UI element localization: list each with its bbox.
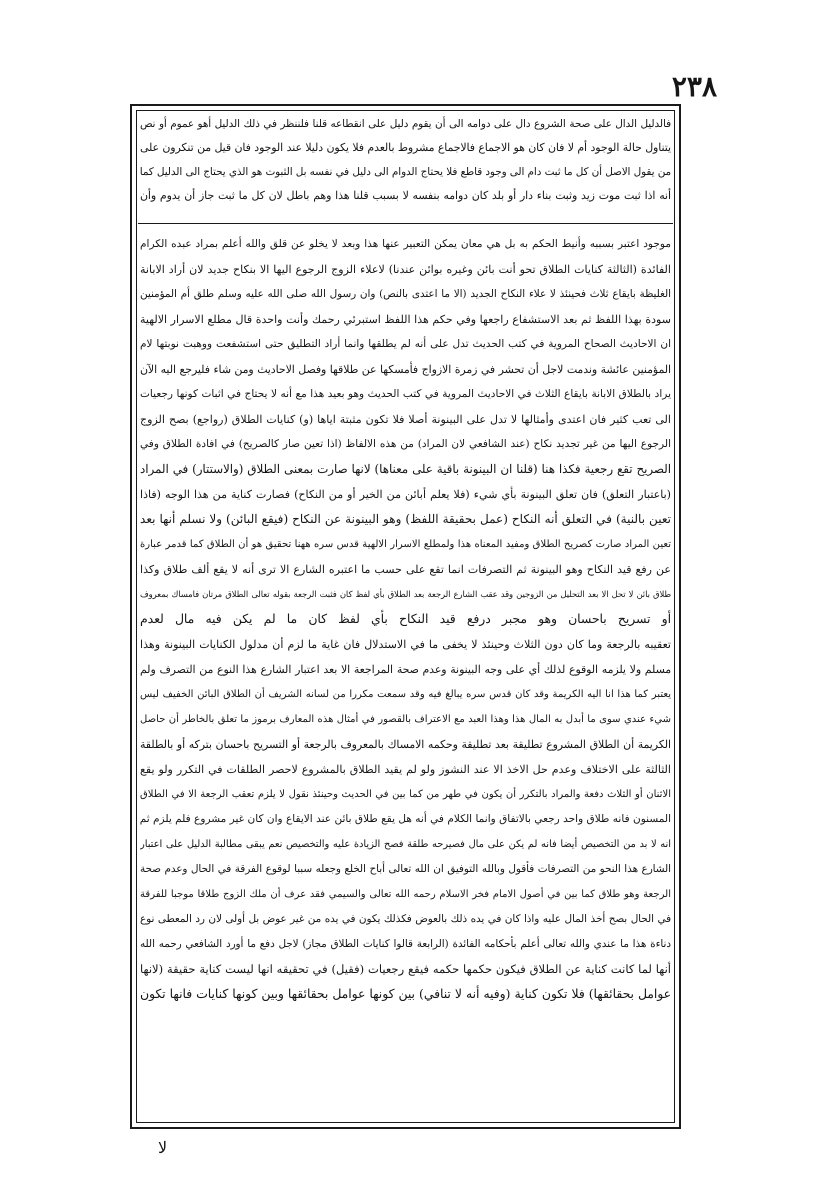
text-line: الفائدة (الثالثة كنايات الطلاق تحو أنت بائن وغيره بوائن عندنا) لاعلاء الزوج الرجوع اليها الا بنكاح جديد لان أراد الابانة — [140, 263, 671, 276]
text-line: مسلم ولا يلزمه الوقوع لذلك أي على وجه البينونة وعدم صحة المراجعة الا بعد اعتبار الشارع هذا النوع من التصرف ولم — [140, 663, 671, 676]
text-line: المؤمنين عائشة وندمت لاجل أن تحشر في زمرة الازواج فأمسكها عن طلاقها وفصل الاحاديث ومن شاء فليرجع اليه الآن — [140, 363, 671, 376]
text-line: في الحال بصح أخذ المال عليه واذا كان في يده ذلك بالعوض فكذلك يكون في يده من غير عوض بل أولى لان رد المعطى نوع — [140, 913, 671, 925]
text-line: الكريمة أن الطلاق المشروع تطليقة بعد تطليقة وحكمه الامساك بالمعروف بالرجعة أو التسريح باحسان بتركه أو بالطلقة — [140, 738, 671, 751]
text-line: أنه اذا ثبت موت زيد وثبت بناء دار أو بلد كان دوامه بنفسه لا بسبب قلنا هذا وهم باطل لان كل ما ثبت جاز أن يدوم وأن — [140, 189, 671, 202]
upper-text-block — [140, 112, 671, 224]
text-line: طلاق بائن لا تحل الا بعد التحليل من الزوجين وقد عقب الشارع الرجعة بعد الطلاق بأي لفظ كان فثبت الرجعة بقوله تعالى الطلاق مرتان فامساك بمعروف — [140, 589, 671, 599]
text-line: الشارع هذا النحو من التصرفات فأقول وبالله التوفيق ان الله تعالى أباح الخلع وجعله سببا لوقوع الفرقة في الحال وعدم صحة — [140, 863, 671, 875]
text-line: سودة بهذا اللفظ ثم بعد الاستشفاع راجعها وفي حكم هذا اللفظ استبرئي رحمك وأنت واحدة قال مطلع الاسرار الالهية — [140, 313, 671, 326]
text-line: تعين بالنية) في التعلق أنه النكاح (عمل بحقيقة اللفظ) وهو البينونة عن النكاح (فيقع البائن) ولا نسلم أنها بعد — [140, 512, 671, 526]
page-frame — [130, 104, 681, 1129]
text-line: الثالثة على الاختلاف وعدم حل الاخذ الا عند النشوز ولو لم يقيد الطلاق بالمشروع لاحصر الطلقات في التكرر ولو يقع — [140, 763, 671, 776]
text-line: الى تعب كثير فان اعتدى وأمثالها لا تدل على البينونة أصلا فلا تكون مثبتة اياها (و) كنايات الطلاق (رواجع) بصح الزوج — [140, 413, 671, 426]
page-number: ٢٣٨ — [671, 70, 717, 103]
text-line: ان الاحاديث الصحاح المروية في كتب الحديث تدل على أنه لم يطلقها وانما أراد التطليق حتى استشفعت ووهبت نوبتها لام — [140, 338, 671, 350]
text-line: موجود اعتبر بسببه وأنيط الحكم به بل هي معان يمكن التعبير عنها هذا وبعد لا يخلو عن قلق والله أعلم بمراد عبده الكرام — [140, 238, 671, 250]
text-line: يتناول حالة الوجود أم لا فان كان هو الاجماع فالاجماع مشروط بالعدم فلا يكون دليلا عند الوجود فان قيل من تنكرون على — [140, 141, 671, 154]
text-line: الرجعة وهو طلاق كما بين في أصول الامام فخر الاسلام رحمه الله تعالى والسيمي فقد عرف أن ملك الزوج طلاقا موجبا للفرقة — [140, 889, 671, 900]
text-line: المسنون فانه طلاق واحد رجعي بالاتفاق وانما الكلام في أنه هل يقع طلاق بائن عند الايقاع وان كان غير مشروع فلم يلزم ثم — [140, 813, 671, 825]
catchword: لا — [158, 1138, 168, 1157]
text-line: أو تسريح باحسان وهو مجبر درفع قيد النكاح بأي لفظ كان ما لم يكن فيه مال لعدم — [140, 612, 671, 626]
text-line: تعقيبه بالرجعة وما كان دون الثلاث وحينئذ لا يخفى ما في الاستدلال فان غاية ما لزم أن مدلول الكنايات البينونة وهذا — [140, 638, 671, 651]
text-line: الصريح تقع رجعية فكذا هنا (قلنا ان البينونة باقية على معناها) لانها صارت بمعنى الطلاق (والاستتار) في المراد — [140, 462, 671, 476]
text-line: الاثنان أو الثلاث دفعة والمراد بالتكرر أن يكون في طهر من كما بين في الحديث وحينئذ نقول لا يلزم تعقب الرجعة الا في الطلاق — [140, 789, 671, 800]
text-line: شيء عندي سوى ما أبدل به المال هذا وهذا العبد مع الاعتراف بالقصور في أمثال هذه المعارف برموز ما تعلق بالخاطر أن حاصل — [140, 714, 671, 725]
section-divider — [138, 223, 673, 224]
text-line: الغليظة بايقاع ثلاث فحينئذ لا علاء النكاح الجديد (الا ما اعتدى بالنص) وان رسول الله صلى الله عليه وسلم طلق أم المؤمنين — [140, 288, 671, 300]
text-line: عن رفع قيد النكاح وهو البينونة ثم التصرفات انما تقع على حسب ما اعتبره الشارع الا ترى أنه لا يقع ألف طلاق وكذا — [140, 563, 671, 576]
text-line: أنها لما كانت كناية عن الطلاق فيكون حكمها حكمه فيقع رجعيات (فقيل) في تحقيقه انها ليست كناية حقيقة (لانها — [140, 962, 671, 976]
text-line: الرجوع اليها من غير تجديد نكاح (عند الشافعي لان المراد) من هذه الالفاظ (اذا تعين صار كالصريح) في افادة الطلاق وفي — [140, 438, 671, 450]
text-line: دناءة هذا ما عندي والله تعالى أعلم بأحكامه الفائدة (الرابعة قالوا كنايات الطلاق مجاز) لاجل دفع ما أورد الشافعي رحمه الله — [140, 938, 671, 950]
commentary-text-block — [140, 232, 671, 1115]
text-line: انه لا بد من التخصيص أيضا فانه لم يكن على مال فصيرحه طلقة فصح الزيادة عليه والتخصيص نعم يبقى مطالبة الدليل على اعتبار — [140, 839, 671, 850]
text-line: (باعتبار التعلق) فان تعلق البينونة بأي شيء (فلا يعلم أبائن من الخير أو من النكاح) فصارت كناية من هذا الوجه (فاذا — [140, 488, 671, 501]
text-line: يعتبر كما هذا انا اليه الكريمة وقد كان قدس سره يبالغ فيه وقد سمعت مكررا من لسانه الشريف أن الطلاق البائن الخفيف ليس — [140, 689, 671, 700]
text-line: تعين المراد صارت كصريح الطلاق ومفيد المعناه هذا ولمطلع الاسرار الالهية قدس سره ههنا تحقيق هو أن الطلاق كما قدمر عبارة — [140, 539, 671, 550]
text-line: يراد بالطلاق الابانة بايقاع الثلاث في الاحاديث المروية في كتب الحديث وهو بعيد هذا مع أنه لا يحتاج في اثبات كونها رجعيات — [140, 388, 671, 400]
text-line: عوامل بحقائقها) فلا تكون كناية (وفيه أنه لا تنافي) بين كونها عوامل بحقائقها وبين كونها كنايات فانها تكون — [140, 987, 671, 1001]
text-line: من يقول الاصل أن كل ما ثبت دام الى وجود قاطع فلا يحتاج الدوام الى دليل في نفسه بل الثبوت هو الذي يحتاج الى الدليل كما — [140, 166, 671, 178]
text-line: فالدليل الدال على صحة الشروع دال على دوامه الى أن يقوم دليل على انقطاعه قلنا فلننظر في ذلك الدليل أهو عموم أو نص — [140, 118, 671, 130]
